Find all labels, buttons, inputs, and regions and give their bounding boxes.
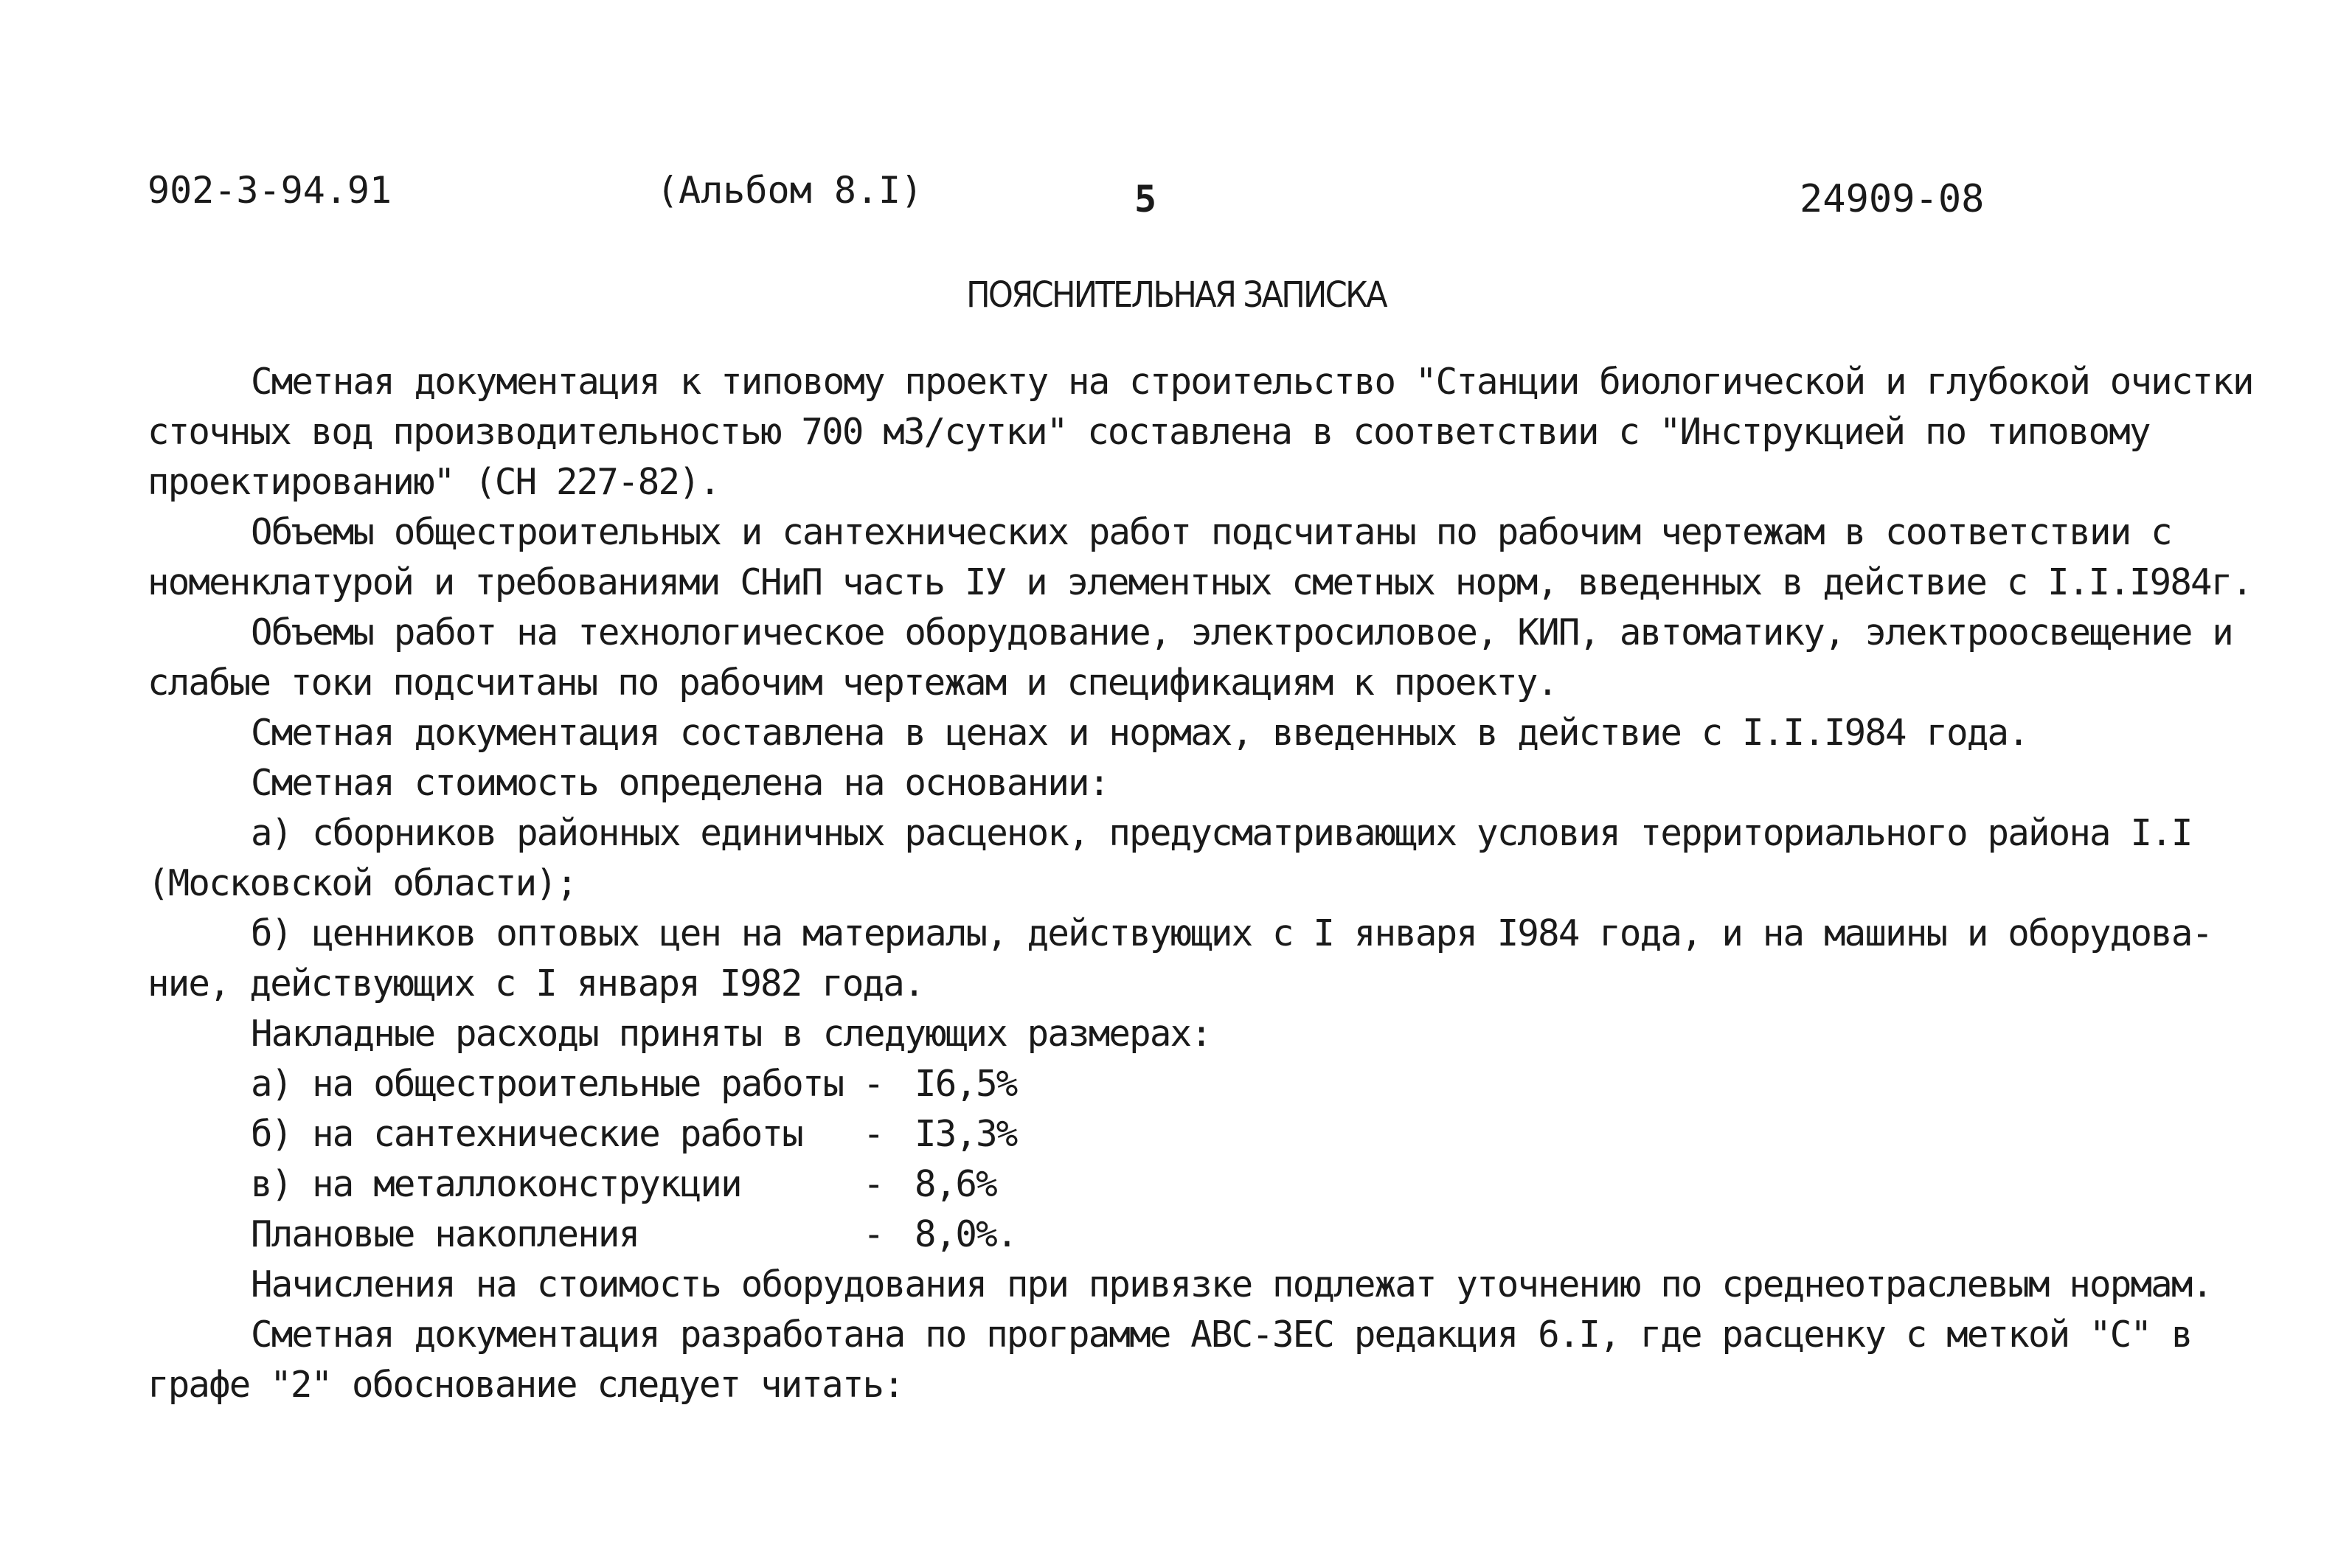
text-line: проектированию" (СН 227-82). [148, 461, 720, 503]
rate-label: в) на металлоконструкции [251, 1163, 741, 1205]
rate-row [251, 1062, 1017, 1106]
text-line: (Московской области); [148, 862, 577, 904]
rate-row [251, 1112, 1017, 1156]
rate-value: I6,5% [915, 1063, 1017, 1105]
text-line: Объемы работ на технологическое оборудование, электросиловое, КИП, автоматику, электроосвещение и [251, 611, 2233, 653]
rate-value: 8,0%. [915, 1213, 1017, 1255]
page-number: 5 [1134, 178, 1157, 221]
album-label: (Альбом 8.I) [656, 169, 923, 212]
text-line: б) ценников оптовых цен на материалы, действующих с I января I984 года, и на машины и оборудова- [251, 912, 2213, 954]
document-code: 902-3-94.91 [148, 169, 392, 212]
text-line: Начисления на стоимость оборудования при привязке подлежат уточнению по среднеотраслевым нормам. [251, 1263, 2213, 1305]
text-line: Накладные расходы приняты в следующих размерах: [251, 1013, 1211, 1055]
rate-row [251, 1162, 996, 1207]
text-line: слабые токи подсчитаны по рабочим чертежам и спецификациям к проекту. [148, 662, 1558, 704]
rate-dash: - [863, 1213, 884, 1255]
text-line: ние, действующих с I января I982 года. [148, 962, 924, 1005]
rate-dash: - [863, 1113, 884, 1155]
text-line: Объемы общестроительных и сантехнических работ подсчитаны по рабочим чертежам в соответствии с [251, 511, 2171, 553]
text-line: номенклатурой и требованиями СНиП часть IУ и элементных сметных норм, введенных в действие с I.I.I984г. [148, 561, 2252, 603]
rate-value: 8,6% [915, 1163, 996, 1205]
text-line: Сметная документация разработана по программе АВС-ЗЕС редакция 6.I, где расценку с меткой "С" в [251, 1314, 2192, 1356]
rate-label: а) на общестроительные работы [251, 1063, 844, 1105]
rate-dash: - [863, 1163, 884, 1205]
inventory-number: 24909-08 [1800, 177, 1985, 221]
text-line: Сметная документация составлена в ценах и нормах, введенных в действие с I.I.I984 года. [251, 712, 2028, 754]
rate-dash: - [863, 1063, 884, 1105]
text-line: сточных вод производительностью 700 м3/сутки" составлена в соответствии с "Инструкцией по типовому [148, 411, 2150, 453]
rate-row [251, 1213, 1017, 1257]
page-title: ПОЯСНИТЕЛЬНАЯ ЗАПИСКА [966, 274, 1386, 316]
text-line: а) сборников районных единичных расценок, предусматривающих условия территориального района I.I [251, 812, 2192, 854]
text-line: графе "2" обоснование следует читать: [148, 1364, 903, 1406]
rate-label: б) на сантехнические работы [251, 1113, 802, 1155]
rate-label: Плановые накопления [251, 1213, 639, 1255]
text-line: Сметная стоимость определена на основании: [251, 762, 1109, 804]
text-line: Сметная документация к типовому проекту на строительство "Станции биологической и глубокой очистки [251, 361, 2253, 403]
rate-value: I3,3% [915, 1113, 1017, 1155]
